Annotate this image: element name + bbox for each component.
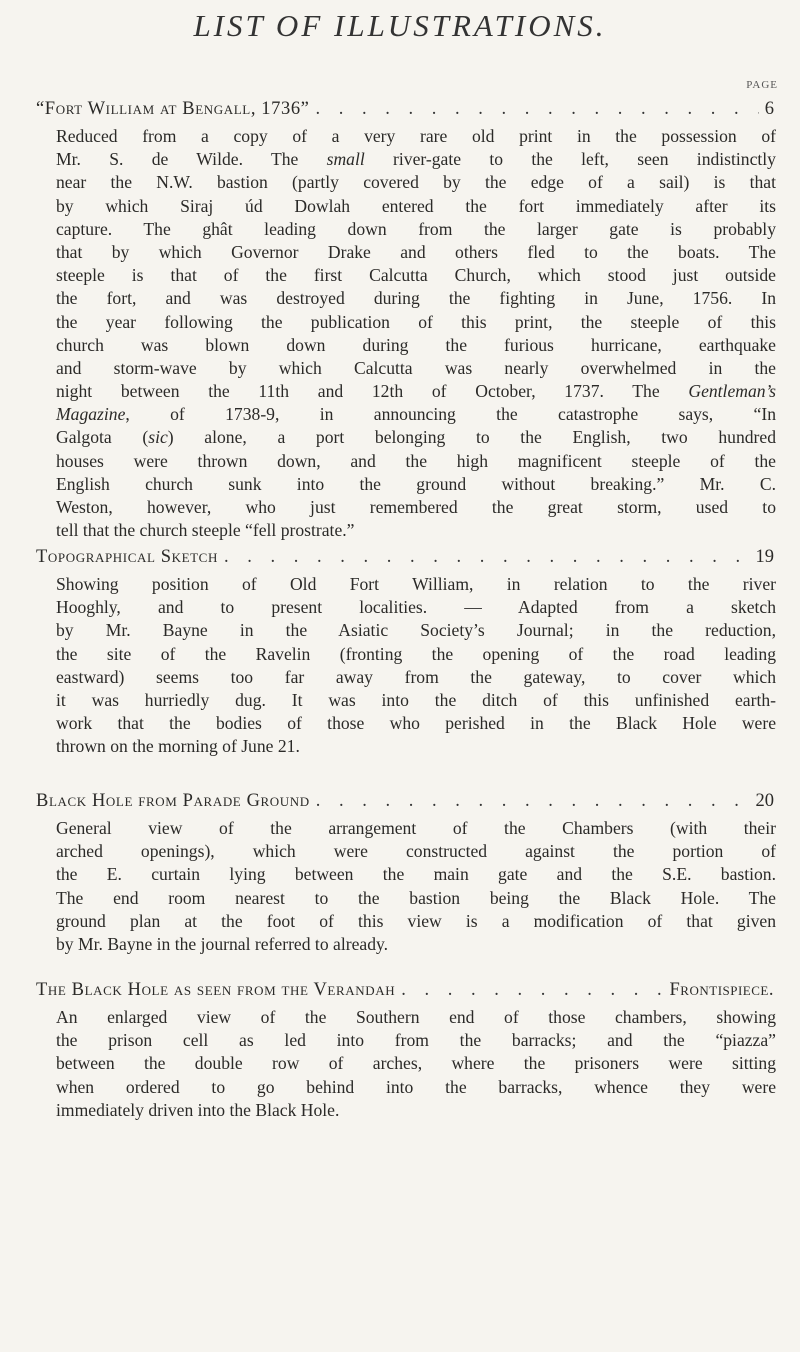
entry-title: “Fort William at Bengall, 1736” bbox=[36, 99, 310, 119]
description-line: steeple is that of the first Calcutta Church, which stood just outside bbox=[56, 265, 776, 286]
description-line: Weston, however, who just remembered the great storm, used to bbox=[56, 497, 776, 517]
description-line: it was hurriedly dug. It was into the ditch of this unfinished earth- bbox=[56, 689, 776, 710]
entry-description bbox=[56, 817, 776, 956]
description-line: near the N.W. bastion (partly covered by the edge of a sail) is that bbox=[56, 172, 776, 193]
entry-description bbox=[56, 573, 776, 759]
entry-title: Topographical Sketch bbox=[36, 547, 218, 567]
dot-leader bbox=[310, 791, 750, 812]
entry-title: Black Hole from Parade Ground bbox=[36, 791, 310, 811]
description-line: and storm-wave by which Calcutta was nearly overwhelmed in the bbox=[56, 357, 776, 378]
description-line: tell that the church steeple “fell prostrate.” bbox=[56, 520, 355, 541]
entry-heading bbox=[36, 99, 774, 125]
description-line: between the double row of arches, where the prisoners were sitting bbox=[56, 1053, 776, 1074]
description-line: ground plan at the foot of this view is a modification of that given bbox=[56, 910, 776, 931]
description-line: arched openings), which were constructed against the portion of bbox=[56, 841, 776, 862]
entry-page-number: 19 bbox=[755, 547, 774, 567]
description-line: English church sunk into the ground without breaking.” Mr. C. bbox=[56, 473, 776, 494]
description-line: Galgota (sic) alone, a port belonging to the English, two hundred bbox=[56, 427, 776, 448]
description-line: the fort, and was destroyed during the fighting in June, 1756. In bbox=[56, 288, 776, 309]
entry-heading bbox=[36, 980, 774, 1006]
description-line: houses were thrown down, and the high magnificent steeple of the bbox=[56, 450, 776, 471]
description-line: the site of the Ravelin (fronting the opening of the road leading bbox=[56, 643, 776, 664]
description-line: Reduced from a copy of a very rare old print in the possession of bbox=[56, 126, 776, 146]
entry-title: The Black Hole as seen from the Verandah bbox=[36, 980, 396, 1000]
description-line: by Mr. Bayne in the journal referred to already. bbox=[56, 933, 389, 954]
description-line: Hooghly, and to present localities. — Adapted from a sketch bbox=[56, 597, 776, 618]
page-title: LIST OF ILLUSTRATIONS. bbox=[193, 8, 607, 43]
entry-description bbox=[56, 125, 776, 542]
description-line: by which Siraj úd Dowlah entered the fort immediately after its bbox=[56, 195, 776, 216]
description-line: the E. curtain lying between the main gate and the S.E. bastion. bbox=[56, 864, 776, 885]
description-line: eastward) seems too far away from the gateway, to cover which bbox=[56, 666, 776, 687]
entry-heading bbox=[36, 547, 774, 573]
description-line: immediately driven into the Black Hole. bbox=[56, 1099, 340, 1120]
entry-page-number: 20 bbox=[755, 791, 774, 811]
description-line: The end room nearest to the bastion being the Black Hole. The bbox=[56, 887, 776, 908]
description-line: thrown on the morning of June 21. bbox=[56, 736, 300, 757]
dot-leader bbox=[309, 99, 758, 120]
dot-leader bbox=[395, 980, 663, 1001]
description-line: Mr. S. de Wilde. The small river-gate to the left, seen indistinctly bbox=[56, 149, 776, 170]
description-line: church was blown down during the furious hurricane, earthquake bbox=[56, 334, 776, 355]
description-line: the year following the publication of this print, the steeple of this bbox=[56, 311, 776, 332]
description-line: Magazine, of 1738-9, in announcing the catastrophe says, “In bbox=[56, 404, 776, 425]
entry-description bbox=[56, 1006, 776, 1122]
description-line: by Mr. Bayne in the Asiatic Society’s Journal; in the reduction, bbox=[56, 620, 776, 641]
description-line: An enlarged view of the Southern end of those chambers, showing bbox=[56, 1007, 776, 1027]
description-line: when ordered to go behind into the barracks, whence they were bbox=[56, 1076, 776, 1097]
description-line: night between the 11th and 12th of October, 1737. The Gentleman’s bbox=[56, 381, 776, 402]
entry-page-number: 6 bbox=[764, 99, 774, 119]
page-column-label: PAGE bbox=[746, 79, 778, 91]
description-line: Showing position of Old Fort William, in relation to the river bbox=[56, 574, 776, 594]
dot-leader bbox=[218, 547, 750, 568]
entry-page-number: Frontispiece. bbox=[669, 980, 774, 1000]
entry-heading bbox=[36, 791, 774, 817]
description-line: capture. The ghât leading down from the larger gate is probably bbox=[56, 218, 776, 239]
description-line: that by which Governor Drake and others fled to the boats. The bbox=[56, 241, 776, 262]
description-line: work that the bodies of those who perished in the Black Hole were bbox=[56, 713, 776, 734]
description-line: the prison cell as led into from the barracks; and the “piazza” bbox=[56, 1030, 776, 1051]
description-line: General view of the arrangement of the Chambers (with their bbox=[56, 818, 776, 838]
